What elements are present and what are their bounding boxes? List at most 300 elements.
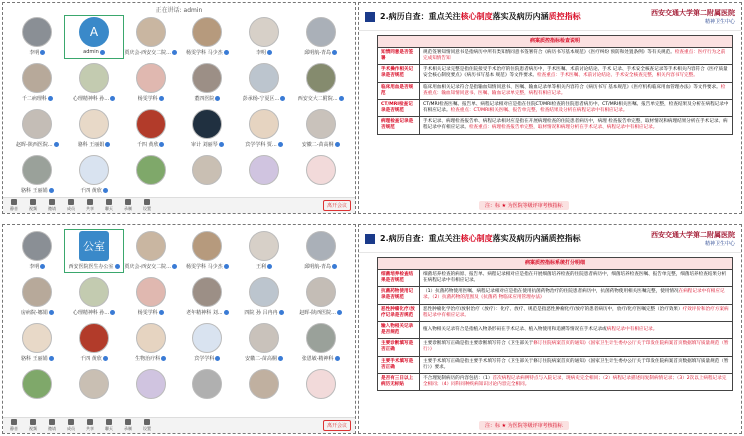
participant-name-label: 邱明航-青岛 [304,50,332,56]
toolbar-button[interactable] [102,419,116,432]
toolbar-button[interactable] [140,199,154,212]
row-value: 细菌培养检查的病原、报告单、病程记录相对应是指在开展细菌培养检查的住院患者病历中，细菌培养检查医嘱、报告单完整，细菌培养检查结果分析在病程记录中有相应记录。 [423,271,727,283]
slide-top [358,2,742,214]
participant-name-label: 杨雯学科 马少杰 [186,50,223,56]
avatar [136,109,166,139]
participant-name-label: 千四 黄欣 [136,142,159,148]
avatar [192,109,222,139]
participant-tile[interactable] [9,231,66,271]
avatar [22,323,52,353]
participant-name-label: 西安交大二附院... [297,96,338,102]
avatar [192,63,222,93]
mic-icon [110,96,115,101]
participant-tile[interactable] [122,109,179,149]
toolbar-icon [144,419,150,425]
avatar [249,17,279,47]
mic-icon [54,142,59,147]
participant-name [73,95,115,102]
participant-tile[interactable] [9,109,66,149]
mic-icon [280,96,285,101]
toolbar-label: 邀请 [48,426,56,431]
toolbar-button[interactable] [64,419,78,432]
participant-name-label: 老年精神科 刘... [186,310,223,316]
toolbar-label: 聊天 [105,206,113,211]
participant-tile[interactable] [9,17,66,57]
participant-name [73,309,115,316]
participant-tile[interactable] [179,17,236,57]
participant-name [22,95,53,102]
avatar [136,323,166,353]
row-key: 主要手术填写是否正确 [381,358,414,370]
toolbar-label: 设置 [143,206,151,211]
toolbar-icon [87,199,93,205]
participant-name-label: 骆科 王丽娟 [77,142,105,148]
avatar [249,155,279,185]
mic-icon [172,264,177,269]
toolbar-button[interactable] [140,419,154,432]
toolbar-icon [125,419,131,425]
meeting-window-bottom [2,224,356,434]
participant-name-label: 李明 [255,50,266,56]
participant-tile[interactable] [236,109,293,149]
avatar [249,277,279,307]
participant-name [29,263,45,270]
table-header: 病案质控指标检查说明 [378,36,733,48]
participant-tile[interactable] [236,17,293,57]
slide-title: 2.病历自查：重点关注核心制度落实及病历内涵质控指标 [380,234,581,243]
participant-name-label: 邱明航-青岛 [304,264,332,270]
participant-name [302,141,340,148]
avatar [22,277,52,307]
row-highlight: 疗效评价和治疗方案病程记录中有相应记录。 [423,306,729,318]
participant-name-label: 审计 刘丽琴 [191,142,218,148]
avatar [306,63,336,93]
participant-name-label: 彭承杨-宁夏区... [242,96,280,102]
participant-tile[interactable] [66,109,123,149]
row-highlight: 检查重点：手术医嘱、术前讨论结论、手术安全核查完整，相关内容书写完整。 [537,73,698,79]
participant-tile[interactable] [292,63,349,103]
participant-name [80,187,108,194]
table-row [378,65,733,82]
avatar [306,231,336,261]
row-highlight: 检查重点：医疗行为之前完成知情告知 [423,49,726,61]
avatar [136,277,166,307]
participant-tile[interactable] [66,155,123,195]
participant-name [186,49,229,56]
row-key: 恶性肿瘤化疗/放疗记录是否规范 [381,306,415,318]
participant-tile[interactable] [292,155,349,195]
mic-icon [332,264,337,269]
participant-tile[interactable] [236,63,293,103]
participant-tile[interactable] [122,63,179,103]
avatar [192,231,222,261]
participant-name-label: 张恩敏-精神科 [301,356,334,362]
participant-name-label: 安徽二-苗高桐 [245,356,277,362]
participant-name [137,141,165,148]
participant-tile[interactable] [236,277,293,317]
toolbar-icon [68,199,74,205]
participant-tile[interactable] [66,17,123,57]
leave-meeting-button[interactable]: 离开会议 [323,200,351,211]
participant-name-label: 董四医院 [194,96,215,102]
participant-name [78,141,111,148]
participant-name [298,95,344,102]
toolbar-icon [49,419,55,425]
slide-note: 注：标 ★ 为医院等级评审考核指标 [479,201,569,210]
participant-tile[interactable] [236,231,293,271]
toolbar-icon [11,199,17,205]
row-value: （1）抗菌药物使用医嘱、病程记录相对应是指在使用抗菌药物治疗的住院患者病历中，抗菌药物使用相关医嘱完整，使用情况 [423,289,679,295]
avatar [249,231,279,261]
mic-icon [224,310,229,315]
participant-tile[interactable] [179,155,236,195]
mic-icon [103,188,108,193]
participant-name [68,263,119,270]
title-marker-icon [365,12,375,22]
participant-name [299,309,342,316]
mic-icon [105,142,110,147]
toolbar-label: 共享 [86,426,94,431]
mic-icon [49,188,54,193]
participant-name-label: 四院 孙 吕冉冉 [244,310,278,316]
avatar: A [79,17,109,47]
participant-tile[interactable] [179,323,236,363]
table-row [378,117,733,134]
toolbar-button[interactable] [83,419,97,432]
mic-icon [339,96,344,101]
row-value: 主要手术填写正确是指主要手术填写符合《卫生部关于修订住院病案首页的通知》《国家卫生计生委办公厅关于印发住院病案首页数据填写质量规范（暂行）》要求。 [423,358,729,370]
mic-icon [278,356,283,361]
avatar [192,369,222,399]
toolbar-label: 共享 [86,206,94,211]
avatar [306,323,336,353]
mic-icon [159,142,164,147]
row-key: 细菌培养检查结果是否规范 [381,271,414,283]
avatar [79,109,109,139]
row-value: 植入物相关记录符合是指植入物条形码在手术记录、植入物使用和追溯等情况在手术记录或 [423,326,607,332]
mic-icon [337,310,342,315]
speaking-status: 正在讲话: admin [155,6,203,14]
participant-tile[interactable] [9,155,66,195]
mic-icon [100,50,105,55]
participant-name [191,141,224,148]
toolbar-label: 成员 [67,426,75,431]
mic-icon [48,96,53,101]
table-row [378,374,733,391]
participant-name [135,355,166,362]
mic-icon [267,50,272,55]
mic-icon [224,50,229,55]
participant-name [245,141,282,148]
participant-tile[interactable] [292,369,349,409]
toolbar-label: 设置 [143,426,151,431]
mic-icon [110,310,115,315]
participant-tile[interactable] [179,277,236,317]
toolbar-label: 邀请 [48,206,56,211]
row-key: CT/MRI检查记录是否规范 [381,101,413,114]
participant-name-label: admin [83,49,99,55]
participant-name-label: 贾庆会-西安交二院... [124,264,171,270]
avatar [306,155,336,185]
row-highlight: 病程记录中有相应记录。 [606,326,658,332]
row-key: 手术操作相关记录是否规范 [381,67,414,79]
participant-name [124,263,177,270]
participant-name [21,355,54,362]
avatar [79,155,109,185]
row-value: 手术记录、病理检查报告单、病程记录相对应是指在开展病理检查的住院患者病历中，病理 检查报告单完整，取材情况和病理结果分析在手术记录、病程记录中有相应记录。 [423,119,728,131]
row-key: 主要诊断填写是否正确 [381,341,414,353]
participant-name-label: 骆科 王丽娟 [21,356,48,362]
row-value: 临床用血相关记录符合是指输血知情同意书、医嘱、输血记录单等相关内容符合《病历书写 基本规范》《医疗机构临床用血管理办法》等文件要求。 [423,84,721,90]
slide-header [359,3,741,31]
row-key: 是否有三日以上病历无标贴 [381,376,414,388]
mic-icon [159,96,164,101]
mic-icon [278,142,283,147]
participant-tile[interactable] [66,369,123,409]
avatar [249,369,279,399]
toolbar-button[interactable] [121,419,135,432]
participant-tile[interactable] [122,277,179,317]
table-row [378,356,733,373]
participant-name [244,309,283,316]
participant-name-label: 心理精神科 孙... [72,310,110,316]
avatar [22,231,52,261]
participant-grid [9,17,349,195]
avatar [306,17,336,47]
toolbar-icon [87,419,93,425]
participant-name [83,49,105,55]
mic-icon [215,96,220,101]
row-value: 规范签署知情同意书是指病历中所有类知情同意书签署符合《病历书写基本规范》《医疗纠纷 预防和处置条例》等有关规范。 [423,49,675,55]
participant-name-label: 心理精神科 孙... [72,96,110,102]
participant-tile[interactable] [9,323,66,363]
toolbar-icon [11,419,17,425]
row-key: 临床用血是否规范 [381,84,414,96]
avatar [79,63,109,93]
mic-icon [172,50,177,55]
avatar [192,155,222,185]
row-value: 手术相关记录完整是指住院接受手术治疗的住院患者病历中，手术医嘱、术前讨论结论、手术 记录、手术安全核查记录等手术相关内容符合《医疗质量安全核心制度要点》《病历书写基本 规范》等文件要求。 [423,67,728,79]
participant-tile[interactable] [9,277,66,317]
toolbar-button[interactable] [83,199,97,212]
participant-tile[interactable] [292,17,349,57]
participant-name [243,95,286,102]
mic-icon [332,50,337,55]
participant-name [304,49,337,56]
mic-icon [40,50,45,55]
participant-name-label: 李明 [29,50,40,56]
toolbar-icon [106,419,112,425]
participant-tile[interactable] [122,155,179,195]
row-key: 病理检查记录是否规范 [381,119,414,131]
avatar [22,109,52,139]
toolbar-label: 静音 [10,426,18,431]
toolbar-button[interactable] [7,419,21,432]
participant-name-label: 宾学学科 贾... [245,142,277,148]
participant-name-label: 宾学学科 [194,356,215,362]
participant-name [194,355,220,362]
slide-title: 2.病历自查：重点关注核心制度落实及病历内涵质控指标 [380,12,581,21]
toolbar-button[interactable] [64,199,78,212]
participant-tile[interactable] [292,323,349,363]
participant-tile[interactable] [122,231,179,271]
avatar: 公室 [79,231,109,261]
participant-name [256,49,272,56]
toolbar-button[interactable] [26,419,40,432]
title-marker-icon [365,234,375,244]
participant-name [21,309,54,316]
participant-name-label: 赵晖-陕西医院... [299,310,336,316]
toolbar-button[interactable] [7,199,21,212]
participant-name-label: 生物治疗科 [135,356,161,362]
row-value: 不合理复制病历的内容包括：（1） [423,376,493,381]
toolbar-button[interactable] [102,199,116,212]
participant-name-label: 西安医院医生办公室 [68,264,114,270]
toolbar-icon [30,419,36,425]
row-key: 输入物相关记录是否规范 [381,323,414,336]
row-highlight: 检查重点：病理检查报告单完整，取材情况和病理分析在手术记录、病程记录中有相应记录。 [468,125,658,131]
participant-tile[interactable] [179,109,236,149]
mic-icon [159,310,164,315]
row-value: 主要诊断填写正确是指主要诊断填写符合《卫生部关于 [423,341,534,347]
toolbar-label: 录制 [124,206,132,211]
participant-name [29,49,45,56]
participant-tile[interactable] [292,231,349,271]
mic-icon [335,142,340,147]
toolbar-icon [106,199,112,205]
hospital-logo: 西安交通大学第二附属医院 精神卫生中心 [651,9,735,25]
toolbar-label: 视频 [29,426,37,431]
table-row [378,287,733,304]
avatar [136,17,166,47]
participant-name [186,309,228,316]
row-highlight: 首次病程记录病例特点与入院记录，现病史完全相同；（2）病程记录描述间复制病情记录；（3）2次以上病程记录完全相同；（4）同科同种疾病知识讨论内容完全相同。 [423,376,727,388]
toolbar-button[interactable] [45,419,59,432]
qc-table [377,35,733,135]
mic-icon [161,356,166,361]
avatar [136,231,166,261]
participant-tile[interactable] [179,231,236,271]
toolbar-button[interactable] [121,199,135,212]
participant-name [245,355,283,362]
participant-tile[interactable] [9,369,66,409]
toolbar-label: 静音 [10,206,18,211]
table-row [378,304,733,321]
table-row [378,82,733,99]
participant-name-label: 千四 黄欣 [80,356,102,362]
avatar [306,369,336,399]
table-row [378,339,733,356]
mic-icon [215,356,220,361]
participant-name-label: 千四 黄欣 [80,188,102,194]
participant-name [256,263,272,270]
toolbar-icon [125,199,131,205]
avatar [136,369,166,399]
avatar [22,369,52,399]
mic-icon [115,264,120,269]
participant-tile[interactable] [122,17,179,57]
avatar [192,17,222,47]
participant-tile[interactable] [66,63,123,103]
participant-tile[interactable] [292,277,349,317]
mic-icon [267,264,272,269]
row-value: CT/MRI检查医嘱、报告单、病程记录相对应是指在住院CT/MRI检查的住院患者病历中、CT/MRI相关医嘱、报告单完整，检查结果及分析在病程记录中有相应记录。 [423,101,729,114]
participant-name [304,263,337,270]
participant-tile[interactable] [236,369,293,409]
participant-name-label: 贾庆会-西安交二院... [124,50,171,56]
avatar [249,63,279,93]
participant-tile[interactable] [236,323,293,363]
participant-tile[interactable] [66,277,123,317]
participant-name [302,355,340,362]
avatar [22,155,52,185]
mic-icon [335,356,340,361]
row-key: 抗菌药物使用记录是否规范 [381,289,414,301]
avatar [306,109,336,139]
mic-icon [103,356,108,361]
leave-meeting-button[interactable]: 离开会议 [323,420,351,431]
participant-name-label: 杨雯学科 马少杰 [186,264,223,270]
mic-icon [279,310,284,315]
slide-header [359,225,741,253]
toolbar-icon [30,199,36,205]
row-highlight: 检查重点：输血知情同意书、医嘱、输血记录单完整，病程有相应记录。 [423,84,726,96]
participant-name-label: 房病院-娜娟 [20,310,48,316]
mic-icon [40,264,45,269]
avatar [136,63,166,93]
participant-tile[interactable] [292,109,349,149]
avatar [79,323,109,353]
avatar [192,277,222,307]
participant-tile[interactable] [122,323,179,363]
toolbar-icon [144,199,150,205]
participant-name-label: 赵晖-陕西医院... [16,142,53,148]
row-highlight: 修订住院病案首页的通知》《国家卫生计生委办公厅关于印发住院病案首页数据填写质量规范（暂行）》 [423,341,729,353]
avatar [22,17,52,47]
participant-name [186,263,229,270]
participant-tile[interactable] [179,63,236,103]
table-row [378,269,733,286]
meeting-window-top [2,2,356,214]
avatar [79,369,109,399]
table-row [378,321,733,338]
participant-name [124,49,177,56]
mic-icon [49,356,54,361]
participant-tile[interactable] [66,323,123,363]
participant-tile[interactable] [66,231,123,271]
avatar [306,277,336,307]
table-row [378,47,733,64]
participant-name-label: 千二病理科 [21,96,47,102]
toolbar-button[interactable] [26,199,40,212]
participant-tile[interactable] [236,155,293,195]
toolbar-button[interactable] [45,199,59,212]
participant-tile[interactable] [179,369,236,409]
participant-name [138,309,164,316]
toolbar-label: 聊天 [105,426,113,431]
slide-note: 注：标 ★ 为医院等级评审考核指标 [479,421,569,430]
qc-table [377,257,733,391]
participant-name [16,141,59,148]
row-highlight: 检查重点：CT/MRI相关医嘱、报告单完整，检查结果及分析在病程记录中有相应记录。 [450,108,628,114]
avatar [22,63,52,93]
participant-tile[interactable] [9,63,66,103]
row-value: 恶性肿瘤化学治疗/放射治疗（放疗）：化疗、放疗、规范是指恶性肿瘤化疗/放疗的患者病历中，放疗/化疗医嘱完整（治疗效果） [423,306,683,312]
participant-tile[interactable] [122,369,179,409]
participant-grid [9,231,349,409]
avatar [249,323,279,353]
slide-bottom [358,224,742,434]
